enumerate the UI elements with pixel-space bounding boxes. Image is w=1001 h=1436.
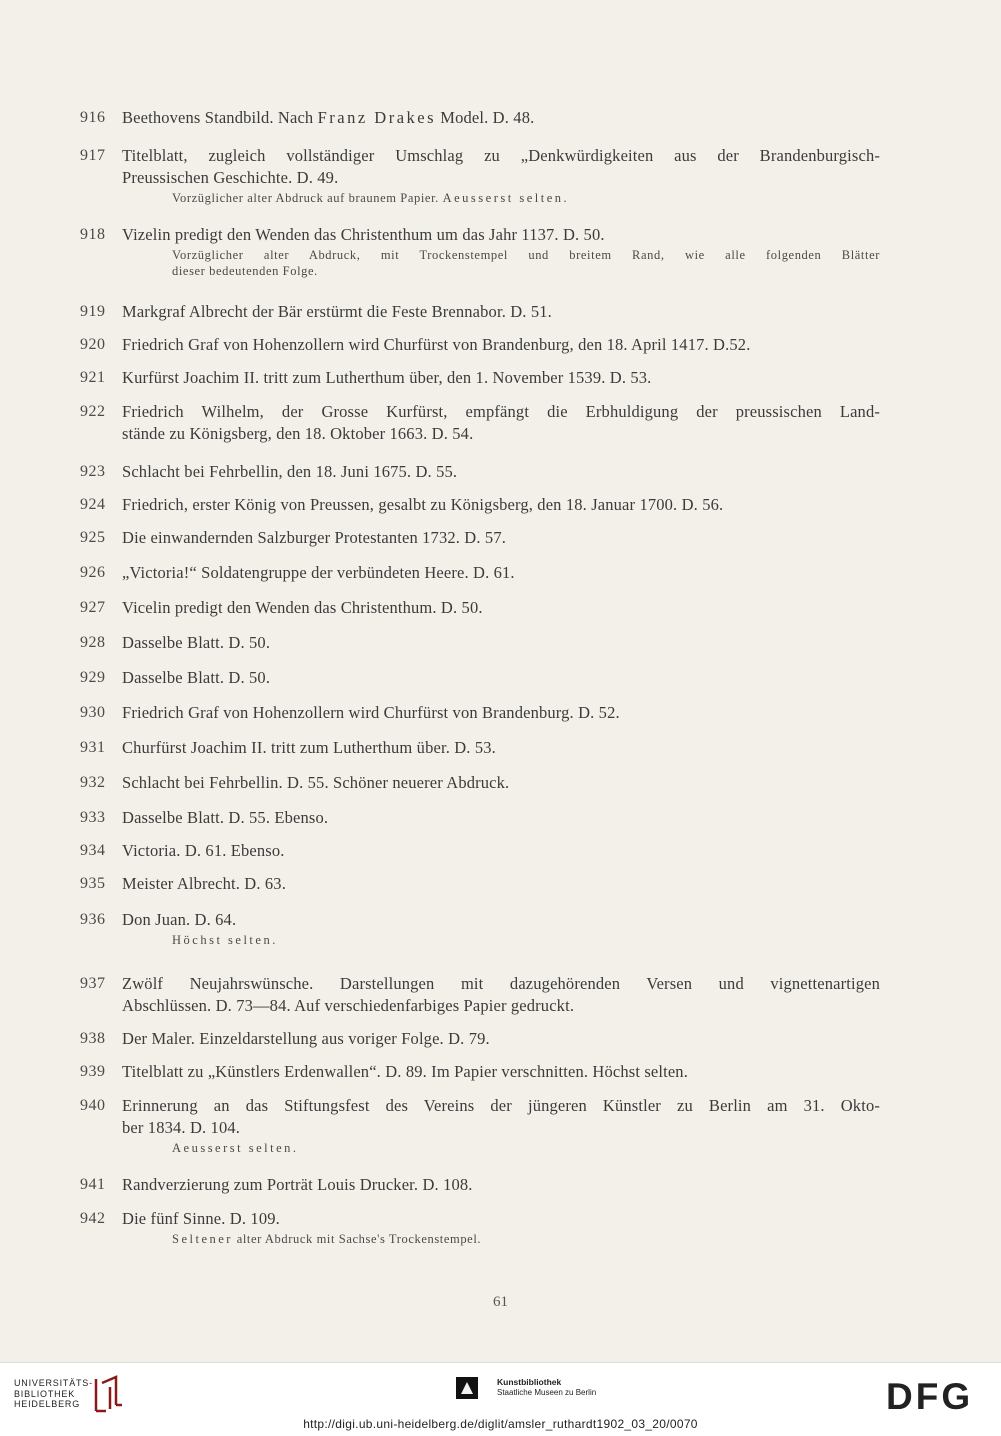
entry-text: Beethovens Standbild. Nach Franz Drakes Model. D. 48. (122, 108, 535, 127)
entry-text: Friedrich Graf von Hohenzollern wird Churfürst von Brandenburg, den 18. April 1417. D.52. (122, 335, 751, 354)
entry-number: 934 (80, 842, 106, 859)
entry-text: Schlacht bei Fehrbellin, den 18. Juni 1675. D. 55. (122, 462, 458, 481)
emphasis-text: Franz Drakes (317, 108, 437, 127)
entry-text: Randverzierung zum Porträt Louis Drucker. D. 108. (122, 1175, 473, 1194)
kunstbibliothek-logo-icon (456, 1377, 478, 1399)
catalog-entry (80, 1174, 880, 1196)
entry-text: Die fünf Sinne. D. 109. (122, 1209, 280, 1228)
catalog-entry (80, 367, 880, 389)
entry-number: 937 (80, 975, 106, 992)
entry-number: 921 (80, 369, 106, 386)
entry-text: Erinnerung an das Stiftungsfest des Vereins der jüngeren Künstler zu Berlin am 31. Okto- (122, 1096, 880, 1115)
entry-text: Markgraf Albrecht der Bär erstürmt die Feste Brennabor. D. 51. (122, 302, 552, 321)
source-url-link[interactable]: http://digi.ub.uni-heidelberg.de/diglit/amsler_ruthardt1902_03_20/0070 (303, 1417, 698, 1431)
entry-number: 922 (80, 403, 106, 420)
entry-number: 928 (80, 634, 106, 651)
university-line: BIBLIOTHEK (14, 1388, 76, 1399)
entry-text: Dasselbe Blatt. D. 50. (122, 633, 271, 652)
entry-note: Seltener alter Abdruck mit Sachse's Trockenstempel. (172, 1232, 482, 1246)
catalog-entry (80, 145, 880, 206)
page-number: 61 (493, 1294, 508, 1310)
entry-number: 935 (80, 875, 106, 892)
entry-text: Kurfürst Joachim II. tritt zum Lutherthum über, den 1. November 1539. D. 53. (122, 368, 652, 387)
entry-number: 936 (80, 911, 106, 928)
entry-number: 927 (80, 599, 106, 616)
entry-number: 932 (80, 774, 106, 791)
catalog-entry (80, 772, 880, 794)
entry-number: 917 (80, 147, 106, 164)
catalog-entry (80, 224, 880, 279)
catalog-entry (80, 334, 880, 356)
entry-number: 940 (80, 1097, 106, 1114)
entry-text: Friedrich Wilhelm, der Grosse Kurfürst, empfängt die Erbhuldigung der preussischen Land- (122, 402, 880, 421)
entry-text: Die einwandernden Salzburger Protestanten 1732. D. 57. (122, 528, 506, 547)
entry-number: 939 (80, 1063, 106, 1080)
entry-text: Titelblatt, zugleich vollständiger Umschlag zu „Denkwürdigkeiten aus der Brandenburgisch- (122, 146, 880, 165)
catalog-entry (80, 909, 880, 948)
entry-number: 925 (80, 529, 106, 546)
catalog-entry (80, 973, 880, 1017)
emphasis-text: Seltener (172, 1232, 233, 1246)
entry-text: Der Maler. Einzeldarstellung aus voriger Folge. D. 79. (122, 1029, 490, 1048)
catalog-entry (80, 737, 880, 759)
entry-text: Vicelin predigt den Wenden das Christenthum. D. 50. (122, 598, 483, 617)
emphasis-text: Höchst selten. (172, 933, 278, 947)
entry-text: Abschlüssen. D. 73—84. Auf verschiedenfarbiges Papier gedruckt. (122, 996, 575, 1015)
dfg-logo: DFG (886, 1376, 974, 1417)
entry-text: Churfürst Joachim II. tritt zum Lutherthum über. D. 53. (122, 738, 496, 757)
catalog-entry (80, 107, 880, 129)
entry-note (172, 932, 880, 948)
entry-text: Vizelin predigt den Wenden das Christenthum um das Jahr 1137. D. 50. (122, 225, 605, 244)
entry-number: 920 (80, 336, 106, 353)
entry-number: 918 (80, 226, 106, 243)
entry-text: Zwölf Neujahrswünsche. Darstellungen mit dazugehörenden Versen und vignettenartigen (122, 974, 880, 993)
kunstbibliothek-label (497, 1377, 596, 1398)
catalog-entry (80, 632, 880, 654)
entry-number: 929 (80, 669, 106, 686)
entry-text: Dasselbe Blatt. D. 55. Ebenso. (122, 808, 329, 827)
catalog-entry (80, 840, 880, 862)
catalog-entry (80, 1028, 880, 1050)
entry-text: Victoria. D. 61. Ebenso. (122, 841, 285, 860)
entry-text: Preussischen Geschichte. D. 49. (122, 168, 339, 187)
catalog-entry (80, 702, 880, 724)
entry-number: 941 (80, 1176, 106, 1193)
entry-text: ber 1834. D. 104. (122, 1118, 241, 1137)
entry-number: 924 (80, 496, 106, 513)
kb-subtitle: Staatliche Museen zu Berlin (497, 1388, 597, 1397)
entry-text: Friedrich Graf von Hohenzollern wird Churfürst von Brandenburg. D. 52. (122, 703, 620, 722)
entry-number: 926 (80, 564, 106, 581)
catalog-entry (80, 401, 880, 445)
catalog-entry (80, 597, 880, 619)
entry-number: 930 (80, 704, 106, 721)
catalog-entry (80, 873, 880, 895)
entry-note (172, 1140, 880, 1156)
entry-note: dieser bedeutenden Folge. (172, 264, 318, 278)
entry-note: Vorzüglicher alter Abdruck auf braunem Papier. Aeusserst selten. (172, 191, 570, 205)
catalog-entry (80, 461, 880, 483)
entry-text: Don Juan. D. 64. (122, 910, 237, 929)
university-line: UNIVERSITÄTS- (14, 1378, 93, 1388)
university-logo-icon (92, 1375, 124, 1415)
catalog-entry (80, 1061, 880, 1083)
entry-number: 938 (80, 1030, 106, 1047)
entry-text: Dasselbe Blatt. D. 50. (122, 668, 271, 687)
entry-text: stände zu Königsberg, den 18. Oktober 1663. D. 54. (122, 424, 474, 443)
entry-number: 923 (80, 463, 106, 480)
catalog-entry (80, 1208, 880, 1247)
kb-title: Kunstbibliothek (497, 1377, 562, 1387)
university-line: HEIDELBERG (14, 1399, 81, 1409)
catalog-entry (80, 562, 880, 584)
entry-text: „Victoria!“ Soldatengruppe der verbündeten Heere. D. 61. (122, 563, 515, 582)
footer-bar (0, 1362, 1001, 1436)
entry-number: 931 (80, 739, 106, 756)
catalog-entry (80, 527, 880, 549)
catalog-entry (80, 494, 880, 516)
entry-number: 916 (80, 109, 106, 126)
emphasis-text: Aeusserst selten. (172, 1141, 299, 1155)
catalog-entry (80, 667, 880, 689)
catalog-entry (80, 1095, 880, 1156)
entry-text: Titelblatt zu „Künstlers Erdenwallen“. D. 89. Im Papier verschnitten. Höchst selten. (122, 1062, 688, 1081)
entry-text: Meister Albrecht. D. 63. (122, 874, 286, 893)
catalog-entry (80, 807, 880, 829)
emphasis-text: Aeusserst selten. (442, 191, 570, 205)
entry-number: 933 (80, 809, 106, 826)
entry-text: Schlacht bei Fehrbellin. D. 55. Schöner neuerer Abdruck. (122, 773, 510, 792)
catalog-entry (80, 301, 880, 323)
entry-note: Vorzüglicher alter Abdruck, mit Trockenstempel und breitem Rand, wie alle folgenden Blätter (172, 248, 880, 262)
university-library-label (14, 1378, 93, 1410)
entry-text: Friedrich, erster König von Preussen, gesalbt zu Königsberg, den 18. Januar 1700. D. 56. (122, 495, 724, 514)
entry-number: 942 (80, 1210, 106, 1227)
entry-number: 919 (80, 303, 106, 320)
